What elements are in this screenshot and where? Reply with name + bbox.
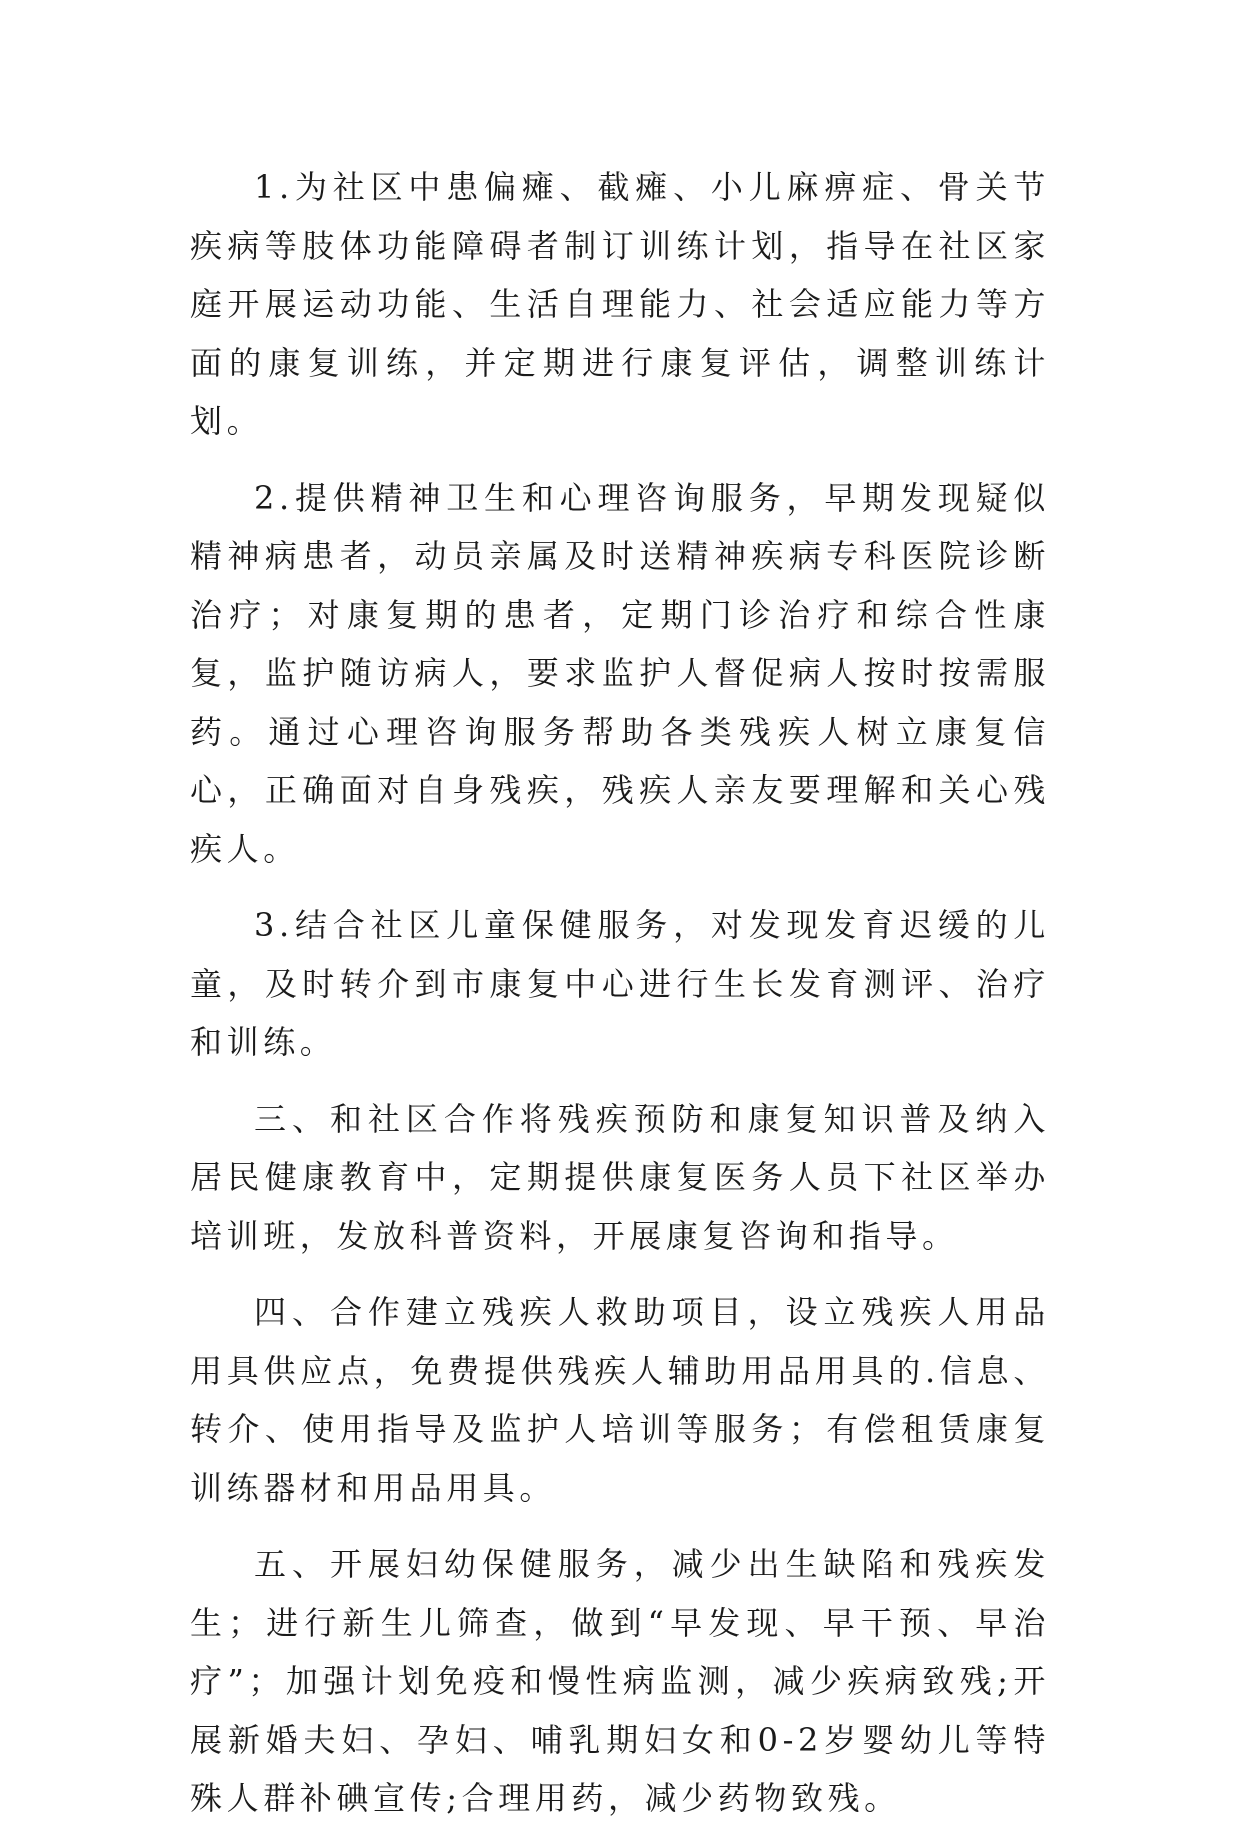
paragraph-section-3: 三、和社区合作将残疾预防和康复知识普及纳入居民健康教育中，定期提供康复医务人员下社区举办培训班，发放科普资料，开展康复咨询和指导。	[190, 1099, 1050, 1255]
paragraph-item-3: 3.结合社区儿童保健服务，对发现发育迟缓的儿童，及时转介到市康复中心进行生长发育测评、治疗和训练。	[190, 906, 1050, 1061]
paragraph-item-2: 2.提供精神卫生和心理咨询服务，早期发现疑似精神病患者，动员亲属及时送精神疾病专科医院诊断治疗；对康复期的患者，定期门诊治疗和综合性康复，监护随访病人，要求监护人督促病人按时按需服药。通过心理咨询服务帮助各类残疾人树立康复信心，正确面对自身残疾，残疾人亲友要理解和关心残疾人。	[190, 478, 1050, 868]
paragraph-section-5: 五、开展妇幼保健服务，减少出生缺陷和残疾发生；进行新生儿筛查，做到“早发现、早干预、早治疗”；加强计划免疫和慢性病监测，减少疾病致残;开展新婚夫妇、孕妇、哺乳期妇女和0-2岁婴幼儿等特殊人群补碘宣传;合理用药，减少药物致残。	[190, 1545, 1050, 1817]
paragraph-section-4: 四、合作建立残疾人救助项目，设立残疾人用品用具供应点，免费提供残疾人辅助用品用具的.信息、转介、使用指导及监护人培训等服务；有偿租赁康复训练器材和用品用具。	[190, 1293, 1050, 1507]
paragraph-item-1: 1.为社区中患偏瘫、截瘫、小儿麻痹症、骨关节疾病等肢体功能障碍者制订训练计划，指导在社区家庭开展运动功能、生活自理能力、社会适应能力等方面的康复训练，并定期进行康复评估，调整训练计划。	[190, 168, 1050, 440]
document-body	[190, 158, 1050, 1828]
